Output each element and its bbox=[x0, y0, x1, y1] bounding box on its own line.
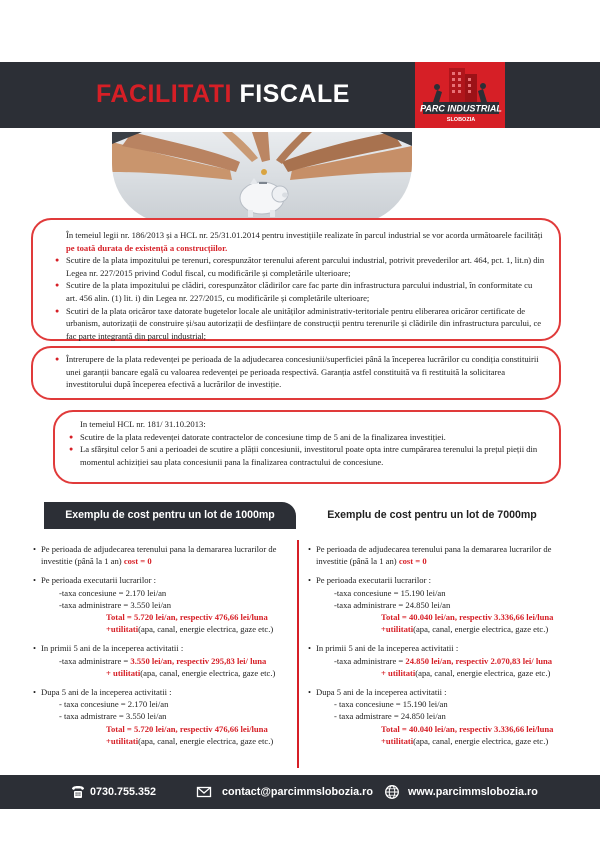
list-item: • Pe perioada de adjudecarea terenului pana la demararea lucrarilor de investitie (până la 1 an) cost = 0 bbox=[308, 544, 552, 567]
list-item: • Dupa 5 ani de la inceperea activitatii : - taxa concesiune = 15.190 lei/an - taxa admistrare = 24.850 lei/an Total = 40.040 lei/an, respectiv 3.336,66 lei/luna +utilitati(apa, canal, energie electrica, gaze etc.) bbox=[308, 687, 554, 746]
list-item: • In primii 5 ani de la inceperea activitatii : -taxa administrare = 24.850 lei/an, respectiv 2.070,83 lei/ luna + utilitati(apa, canal, energie electrica, gaze etc.) bbox=[308, 643, 553, 678]
list-item: • Pe perioada de adjudecarea terenului pana la demararea lucrarilor de investitie (până la 1 an) cost = 0 bbox=[33, 544, 277, 567]
title-red: FACILITATI bbox=[96, 80, 232, 108]
box1-intro: În temeiul legii nr. 186/2013 și a HCL nr. 25/31.01.2014 pentru investițiile realizate în parcul industrial se vor acorda următoarele facilități pe toată durata de existență a construcțiilor. bbox=[66, 230, 543, 253]
logo-subtext: SLOBOZIA bbox=[446, 117, 476, 123]
email-address[interactable]: contact@parcimmslobozia.ro bbox=[222, 786, 373, 798]
envelope-icon bbox=[196, 784, 212, 800]
list-item: • In primii 5 ani de la inceperea activitatii : -taxa administrare = 3.550 lei/an, respectiv 295,83 lei/ luna + utilitati(apa, canal, energie electrica, gaze etc.) bbox=[33, 643, 276, 678]
phone-icon bbox=[70, 784, 86, 800]
list-item: ● Scutire de la plata redevenței datorate contractelor de concesiune timp de 5 ani de la finalizarea investiției. bbox=[68, 431, 545, 444]
park-logo bbox=[415, 62, 505, 128]
box3-intro: In temeiul HCL nr. 181/ 31.10.2013: bbox=[80, 419, 206, 429]
contact-footer bbox=[0, 775, 600, 809]
royalty-interruption-box bbox=[31, 346, 561, 400]
phone-number[interactable]: 0730.755.352 bbox=[90, 786, 157, 798]
list-item: • Pe perioada executarii lucrarilor : -taxa concesiune = 2.170 lei/an -taxa administrare = 3.550 lei/an Total = 5.720 lei/an, respectiv 476,66 lei/luna +utilitati(apa, canal, energie electrica, gaze etc.) bbox=[33, 575, 274, 635]
hcl-exemption-box bbox=[53, 410, 561, 484]
column-divider bbox=[297, 540, 299, 768]
list-item: • Pe perioada executarii lucrarilor : -taxa concesiune = 15.190 lei/an -taxa administrare = 24.850 lei/an Total = 40.040 lei/an, respectiv 3.336,66 lei/luna +utilitati(apa, canal, energie electrica, gaze etc.) bbox=[308, 575, 554, 635]
logo-text: PARC INDUSTRIAL bbox=[420, 103, 502, 114]
cost-heading-7000: Exemplu de cost pentru un lot de 7000mp bbox=[327, 509, 537, 521]
globe-icon bbox=[384, 784, 400, 800]
website-url[interactable]: www.parcimmslobozia.ro bbox=[408, 786, 538, 798]
list-item: ● La sfârșitul celor 5 ani a perioadei de scutire a plății concesiunii, investitorul poate opta intre cumpărarea terenului la prețul pieții din momentul achiziției sau plata concesiunii pana la finalizarea contractului de concesiune. bbox=[68, 443, 545, 468]
fiscal-facilities-box bbox=[31, 218, 561, 341]
title-white: FISCALE bbox=[239, 80, 350, 108]
page-title bbox=[96, 80, 350, 109]
list-item: ● Scutire de la plata impozitului pe terenuri, corespunzător terenului aferent parcului industrial, potrivit prevederilor art. 464, pct. 1, lit.n) din Legea nr. 227/2015 privind Codul fiscal, cu modificările și completările ulterioare; bbox=[54, 254, 545, 279]
list-item: ● Întrerupere de la plata redevenței pe perioada de la adjudecarea concesiunii/superficiei până la începerea lucrărilor cu condiția constituirii unei garanții bancare egală cu valoarea redevenței pe perioada respectivă. Garanția astfel constituită va fi restituită la solicitarea investitorului după începerea efectivă a lucrărilor de investiție. bbox=[54, 353, 545, 391]
list-item: ● Scutire de la plata impozitului pe clădiri, corespunzător clădirilor care fac parte din infrastructura parcului industrial, în conformitate cu art. 456 alin. (1) lit. i) din Legea nr. 227/2015, cu modificările și completările ulterioare; bbox=[54, 279, 545, 304]
cost-heading-1000: Exemplu de cost pentru un lot de 1000mp bbox=[44, 502, 296, 529]
hands-piggybank-photo bbox=[112, 132, 412, 224]
cost-column-1000 bbox=[32, 543, 294, 754]
list-item: • Dupa 5 ani de la inceperea activitatii : - taxa concesiune = 2.170 lei/an - taxa admistrare = 3.550 lei/an Total = 5.720 lei/an, respectiv 476,66 lei/luna +utilitati(apa, canal, energie electrica, gaze etc.) bbox=[33, 687, 274, 746]
list-item: ● Scutiri de la plata oricăror taxe datorate bugetelor locale ale unităților administrativ-teritoriale pentru eliberarea oricăror certificate de urbanism, autorizații de construire și/sau autorizații de desființare de construcții pentru terenurile și clădirile din infrastructura parcului, ce fac parte integrantă din parcul industrial; bbox=[54, 305, 545, 343]
cost-column-7000 bbox=[307, 543, 569, 754]
box1-list bbox=[54, 254, 545, 342]
